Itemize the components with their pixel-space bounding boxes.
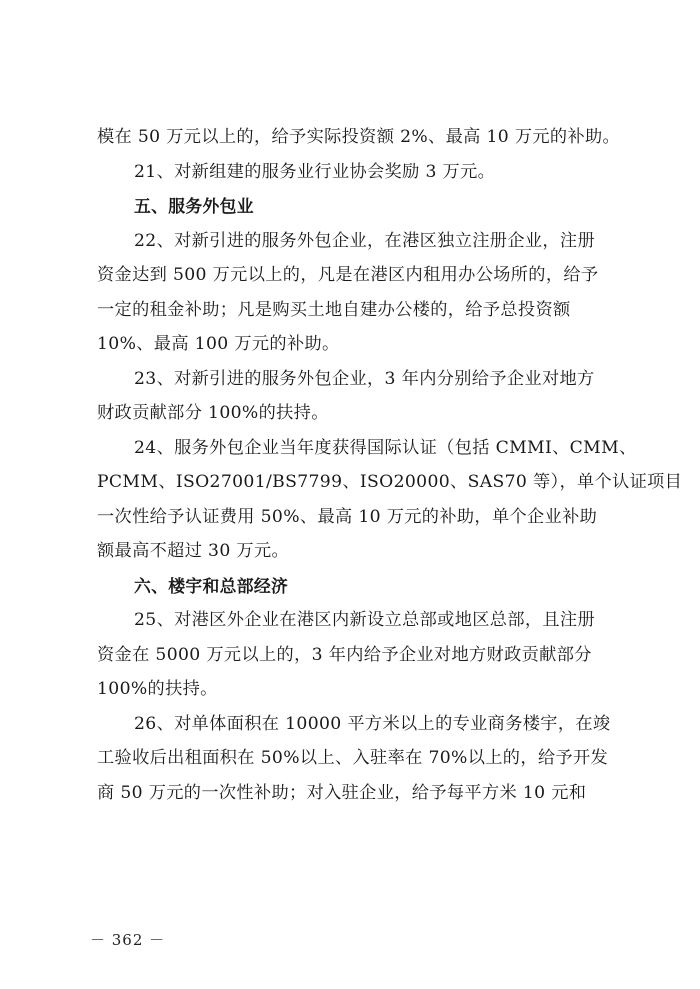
text-line: 100%的扶持。 <box>97 679 218 699</box>
text-line: 财政贡献部分 100%的扶持。 <box>97 403 329 423</box>
text-line: 商 50 万元的一次性补助；对入驻企业，给予每平方米 10 元和 <box>97 782 587 803</box>
section-heading: 六、楼宇和总部经济 <box>134 575 289 596</box>
text-line: 一定的租金补助；凡是购买土地自建办公楼的，给予总投资额 <box>97 299 571 320</box>
text-line: 26、对单体面积在 10000 平方米以上的专业商务楼宇，在竣 <box>134 713 611 734</box>
page-number: － 362 － <box>90 931 166 949</box>
text-line: 资金在 5000 万元以上的，3 年内给予企业对地方财政贡献部分 <box>97 644 592 665</box>
text-line: 22、对新引进的服务外包企业，在港区独立注册企业，注册 <box>134 230 596 251</box>
text-line: 资金达到 500 万元以上的，凡是在港区内租用办公场所的，给予 <box>97 265 599 285</box>
text-line: 21、对新组建的服务业行业协会奖励 3 万元。 <box>134 161 496 182</box>
text-line: 24、服务外包企业当年度获得国际认证（包括 CMMI、CMM、 <box>134 437 637 458</box>
text-line: 25、对港区外企业在港区内新设立总部或地区总部，且注册 <box>134 610 596 630</box>
text-line: 一次性给予认证费用 50%、最高 10 万元的补助，单个企业补助 <box>97 506 598 527</box>
text-line: 工验收后出租面积在 50%以上、入驻率在 70%以上的，给予开发 <box>97 748 609 768</box>
text-line: 23、对新引进的服务外包企业，3 年内分别给予企业对地方 <box>134 368 595 389</box>
text-line: PCMM、ISO27001/BS7799、ISO20000、SAS70 等），单个认证项目 <box>97 472 683 492</box>
text-line: 10%、最高 100 万元的补助。 <box>97 334 340 354</box>
section-heading: 五、服务外包业 <box>134 196 254 216</box>
document-body <box>97 120 683 810</box>
text-line: 模在 50 万元以上的，给予实际投资额 2%、最高 10 万元的补助。 <box>97 127 621 147</box>
text-line: 额最高不超过 30 万元。 <box>97 541 290 561</box>
